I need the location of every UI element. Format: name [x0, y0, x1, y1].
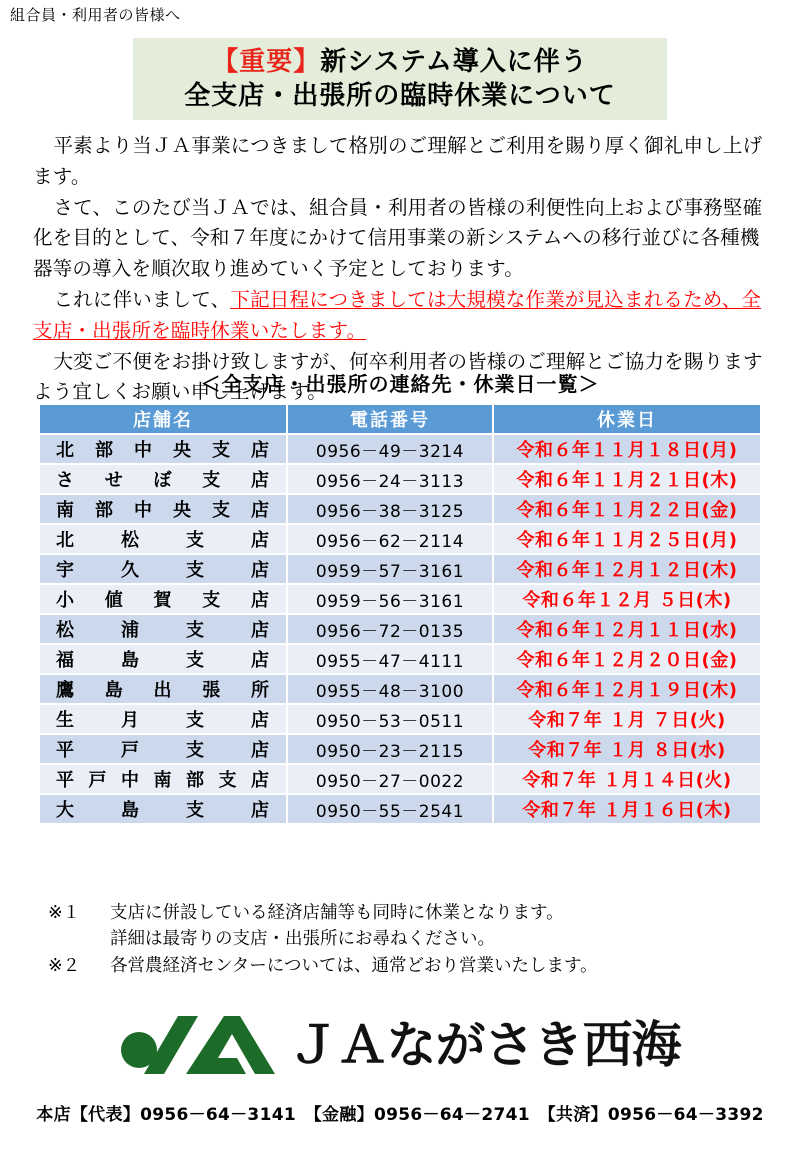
cell-closure-day: 令和６年１２月１９日(木) [494, 675, 760, 703]
cell-phone: 0950－53－0511 [288, 705, 492, 733]
cell-phone: 0950－23－2115 [288, 735, 492, 763]
paragraph-3 [33, 286, 771, 348]
cell-closure-day: 令和７年 １月１６日(木) [494, 795, 760, 823]
note-text: 支店に併設している経済店舗等も同時に休業となります。 [110, 903, 564, 923]
cell-phone: 0950－27－0022 [288, 765, 492, 793]
table-body [40, 435, 760, 823]
note-continuation: 詳細は最寄りの支店・出張所にお尋ねください。 [110, 929, 495, 950]
cell-closure-day: 令和６年１１月２５日(月) [494, 525, 760, 553]
column-header-phone: 電話番号 [288, 405, 492, 433]
cell-branch-name: 北部中央支店 [40, 435, 286, 463]
cell-closure-day: 令和６年１１月２２日(金) [494, 495, 760, 523]
table-caption: ＜全支店・出張所の連絡先・休業日一覧＞ [200, 372, 600, 396]
table-row [40, 675, 760, 703]
footer-phone-numbers: 本店【代表】0956－64－3141 【金融】0956－64－2741 【共済】0956－64－3392 [36, 1105, 764, 1125]
cell-phone: 0955－48－3100 [288, 675, 492, 703]
paragraph-3-prefix: これに伴いまして、 [53, 289, 231, 311]
cell-closure-day: 令和６年１２月１２日(木) [494, 555, 760, 583]
ja-logo-text: ＪＡながさき西海 [288, 1016, 681, 1074]
cell-phone: 0956－62－2114 [288, 525, 492, 553]
cell-branch-name: 平戸中南部支店 [40, 765, 286, 793]
title-line-1 [212, 45, 587, 79]
table-row [40, 735, 760, 763]
table-row [40, 525, 760, 553]
note-marker: ※１ [48, 903, 81, 923]
title-line-1-rest: 新システム導入に伴う [320, 46, 588, 77]
table-row [40, 585, 760, 613]
table-row [40, 615, 760, 643]
cell-branch-name: させぼ支店 [40, 465, 286, 493]
cell-closure-day: 令和６年１２月 ５日(木) [494, 585, 760, 613]
table-row [40, 465, 760, 493]
cell-branch-name: 鷹島出張所 [40, 675, 286, 703]
notes-block [48, 900, 598, 979]
title-line-2: 全支店・出張所の臨時休業について [184, 81, 616, 111]
note-text: 各営農経済センターについては、通常どおり営業いたします。 [110, 955, 598, 976]
cell-phone: 0959－57－3161 [288, 555, 492, 583]
table-row [40, 435, 760, 463]
cell-phone: 0950－55－2541 [288, 795, 492, 823]
cell-closure-day: 令和６年１２月２０日(金) [494, 645, 760, 673]
cell-phone: 0955－47－4111 [288, 645, 492, 673]
cell-branch-name: 大島支店 [40, 795, 286, 823]
table-row [40, 765, 760, 793]
cell-branch-name: 宇久支店 [40, 555, 286, 583]
paragraph-3-emphasis: 下記日程につきましては大規模な作業が見込まれるため、全支店・出張所を臨時休業いたします。 [33, 289, 762, 342]
cell-closure-day: 令和７年 １月１４日(火) [494, 765, 760, 793]
cell-closure-day: 令和６年１２月１１日(水) [494, 615, 760, 643]
cell-branch-name: 平戸支店 [40, 735, 286, 763]
ja-logo [0, 1016, 800, 1074]
title-banner [133, 38, 667, 120]
table-row [40, 645, 760, 673]
cell-closure-day: 令和７年 １月 ７日(火) [494, 705, 760, 733]
cell-branch-name: 北松支店 [40, 525, 286, 553]
addressee-line: 組合員・利用者の皆様へ [10, 7, 181, 24]
cell-branch-name: 松浦支店 [40, 615, 286, 643]
cell-closure-day: 令和７年 １月 ８日(水) [494, 735, 760, 763]
table-row [40, 495, 760, 523]
paragraph-4: 大変ご不便をお掛け致しますが、何卒利用者の皆様のご理解とご協力を賜りますよう宜しくお願い申し上げます。 [33, 351, 763, 404]
paragraph-2: さて、このたび当ＪＡでは、組合員・利用者の皆様の利便性向上および事務堅確化を目的として、令和７年度にかけて信用事業の新システムへの移行並びに各種機器等の導入を順次取り進めていく予定としております。 [33, 197, 763, 281]
table-header-row [40, 405, 760, 433]
note-item [48, 953, 598, 979]
cell-phone: 0956－38－3125 [288, 495, 492, 523]
cell-closure-day: 令和６年１１月２１日(木) [494, 465, 760, 493]
ja-logo-mark-icon [120, 1016, 275, 1074]
note-marker: ※２ [48, 955, 81, 976]
cell-phone: 0956－49－3214 [288, 435, 492, 463]
cell-phone: 0956－24－3113 [288, 465, 492, 493]
column-header-closure-day: 休業日 [494, 405, 760, 433]
cell-branch-name: 小値賀支店 [40, 585, 286, 613]
cell-branch-name: 福島支店 [40, 645, 286, 673]
note-item [48, 900, 598, 926]
cell-branch-name: 生月支店 [40, 705, 286, 733]
table-row [40, 705, 760, 733]
cell-closure-day: 令和６年１１月１８日(月) [494, 435, 760, 463]
title-important-tag: 【重要】 [212, 46, 321, 77]
branch-closure-table [38, 403, 762, 825]
column-header-branch-name: 店舗名 [40, 405, 286, 433]
paragraph-1: 平素より当ＪＡ事業につきまして格別のご理解とご利用を賜り厚く御礼申し上げます。 [33, 136, 763, 188]
table-row [40, 555, 760, 583]
cell-branch-name: 南部中央支店 [40, 495, 286, 523]
table-row [40, 795, 760, 823]
cell-phone: 0956－72－0135 [288, 615, 492, 643]
cell-phone: 0959－56－3161 [288, 585, 492, 613]
